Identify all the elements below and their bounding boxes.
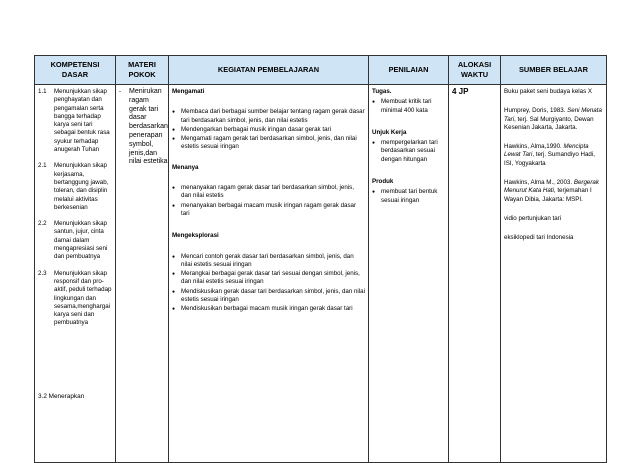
kegiatan-list-item: ● Mengamati ragam gerak tari berdasarkan simbol, jenis, dan nilai estetis sesuai iringan bbox=[172, 135, 365, 152]
sumber-title: Mencipta Lewat Tari bbox=[504, 143, 589, 159]
penilaian-list bbox=[372, 188, 445, 205]
kegiatan-section-title: Mengeksplorasi bbox=[172, 232, 219, 240]
materi-cell bbox=[116, 85, 169, 463]
kegiatan-cell bbox=[169, 85, 369, 463]
kompetensi-item bbox=[38, 162, 112, 212]
kompetensi-item bbox=[38, 220, 112, 261]
kegiatan-list-item: ● Mendengarkan berbagai musik iringan dasar gerak tari bbox=[172, 126, 365, 134]
sumber-item bbox=[504, 179, 603, 204]
kegiatan-list-item: ● menanyakan berbagai macam musik iringan ragam gerak dasar tari bbox=[172, 202, 365, 219]
kompetensi-number: 2.3 bbox=[38, 269, 47, 277]
sumber-item bbox=[504, 107, 603, 132]
kegiatan-list-item: ● Mencari contoh gerak dasar tari berdasarkan simbol, jenis, dan nilai estetis sesuai iringan bbox=[172, 253, 365, 270]
materi-text: Menirukan ragam gerak tari dasar berdasarkan penerapan symbol, jenis,dan nilai estetika bbox=[129, 88, 168, 166]
kegiatan-list bbox=[172, 253, 365, 314]
materi-item bbox=[119, 88, 168, 167]
sumber-text: , terj. Sumandiyo Hadi, ISI, Yogyakarta bbox=[504, 151, 595, 167]
kegiatan-section-title: Menanya bbox=[172, 163, 199, 171]
sumber-item bbox=[504, 143, 603, 168]
header-kegiatan: KEGIATAN PEMBELAJARAN bbox=[169, 56, 369, 85]
sumber-text: Hawkins, Alma M., 2003. bbox=[504, 179, 574, 187]
sumber-item bbox=[504, 234, 603, 242]
sumber-text: , terj. Sal Murgiyanto, Dewan Kesenian Jakarta, Jakarta. bbox=[504, 115, 594, 131]
kompetensi-text: Menunjukkan sikap penghayatan dan pengamalan serta bangga terhadap karya seni tari sebagai bentuk rasa syukur terhadap anugerah Tuhan bbox=[54, 88, 110, 154]
header-materi: MATERI POKOK bbox=[116, 56, 169, 85]
penilaian-list-item: ● membuat tari bentuk sesuai iringan bbox=[372, 188, 445, 205]
penilaian-title: Produk bbox=[372, 178, 394, 186]
kegiatan-list-item: ● Mendiskusikan gerak dasar tari berdasarkan simbol, jenis, dan nilai estetis sesuai iringan bbox=[172, 288, 365, 305]
penilaian-list bbox=[372, 139, 445, 164]
header-row bbox=[35, 56, 607, 85]
materi-dash: - bbox=[119, 88, 122, 95]
kompetensi-text: Menunjukkan sikap santun, jujur, cinta damai dalam mengapresiasi seni dan pembuatnya bbox=[54, 220, 108, 261]
kompetensi-number: 2.2 bbox=[38, 220, 47, 228]
kompetensi-number: 2.1 bbox=[38, 162, 47, 170]
sumber-text: Hawkins, Alma,1990. bbox=[504, 143, 564, 151]
penilaian-title: Tugas. bbox=[372, 88, 392, 95]
penilaian-block bbox=[372, 129, 445, 164]
sumber-title: Bergerak Menurut Kata Hati bbox=[504, 179, 599, 195]
header-penilaian: PENILAIAN bbox=[369, 56, 449, 85]
header-sumber: SUMBER BELAJAR bbox=[501, 56, 607, 85]
kompetensi-next-item: 3.2 Menerapkan bbox=[38, 393, 85, 400]
alokasi-cell bbox=[449, 85, 501, 463]
penilaian-list bbox=[372, 98, 445, 115]
penilaian-list-item: ● mempergelarkan tari berdasarkan sesuai dengan hitungan bbox=[372, 139, 445, 164]
kompetensi-item bbox=[38, 88, 112, 154]
syllabus-table bbox=[34, 55, 607, 463]
penilaian-block bbox=[372, 88, 445, 115]
header-alokasi: ALOKASI WAKTU bbox=[449, 56, 501, 85]
kompetensi-number: 1.1 bbox=[38, 88, 47, 95]
penilaian-block bbox=[372, 178, 445, 205]
kompetensi-item bbox=[38, 270, 112, 328]
kegiatan-section-title: Mengamati bbox=[172, 88, 205, 95]
kegiatan-list-item: ● Membaca dari berbagai sumber belajar tentang ragam gerak dasar tari berdasarkan simbol, jenis, dan nilai estetis bbox=[172, 108, 365, 125]
kompetensi-cell bbox=[35, 85, 116, 463]
sumber-text: vidio pertunjukan tari bbox=[504, 214, 562, 222]
sumber-item bbox=[504, 88, 603, 96]
penilaian-list-item: ● Membuat kritik tari minimal 400 kata bbox=[372, 98, 445, 115]
kegiatan-list-item: ● Mendiskusikan berbagai macam musik iringan gerak dasar tari bbox=[172, 305, 365, 313]
penilaian-cell bbox=[369, 85, 449, 463]
sumber-text: eksiklopedi tari Indonesia bbox=[504, 234, 574, 242]
kegiatan-list-item: ● menanyakan ragam gerak dasar tari berdasarkan simbol, jenis, dan nilai estetis bbox=[172, 184, 365, 201]
sumber-text: , terjemahan I Wayan Dibia, Jakarta: MSPI. bbox=[504, 187, 592, 203]
content-row bbox=[35, 85, 607, 463]
kompetensi-text: Menunjukkan sikap responsif dan pro-aktif, peduli terhadap lingkungan dan sesama,menghargai karya seni dan pembuatnya bbox=[54, 269, 112, 327]
sumber-title: Seni Menata Tari bbox=[504, 107, 602, 123]
kegiatan-list bbox=[172, 184, 365, 218]
sumber-text: Buku paket seni budaya kelas X bbox=[504, 88, 593, 95]
sumber-text: Humprey, Doris, 1983. bbox=[504, 107, 568, 115]
header-kompetensi: KOMPETENSI DASAR bbox=[35, 56, 116, 85]
alokasi-value: 4 JP bbox=[452, 87, 469, 96]
sumber-item bbox=[504, 215, 603, 223]
sumber-cell bbox=[501, 85, 607, 463]
kompetensi-text: Menunjukkan sikap kerjasama, bertanggung jawab, toleran, dan disiplin melalui aktivitas berkesenian bbox=[54, 162, 109, 211]
kegiatan-list bbox=[172, 108, 365, 151]
kegiatan-list-item: ● Merangkai berbagai gerak dasar tari sesuai dengan simbol, jenis, dan nilai estetis sesuai iringan bbox=[172, 270, 365, 287]
penilaian-title: Unjuk Kerja bbox=[372, 128, 407, 136]
